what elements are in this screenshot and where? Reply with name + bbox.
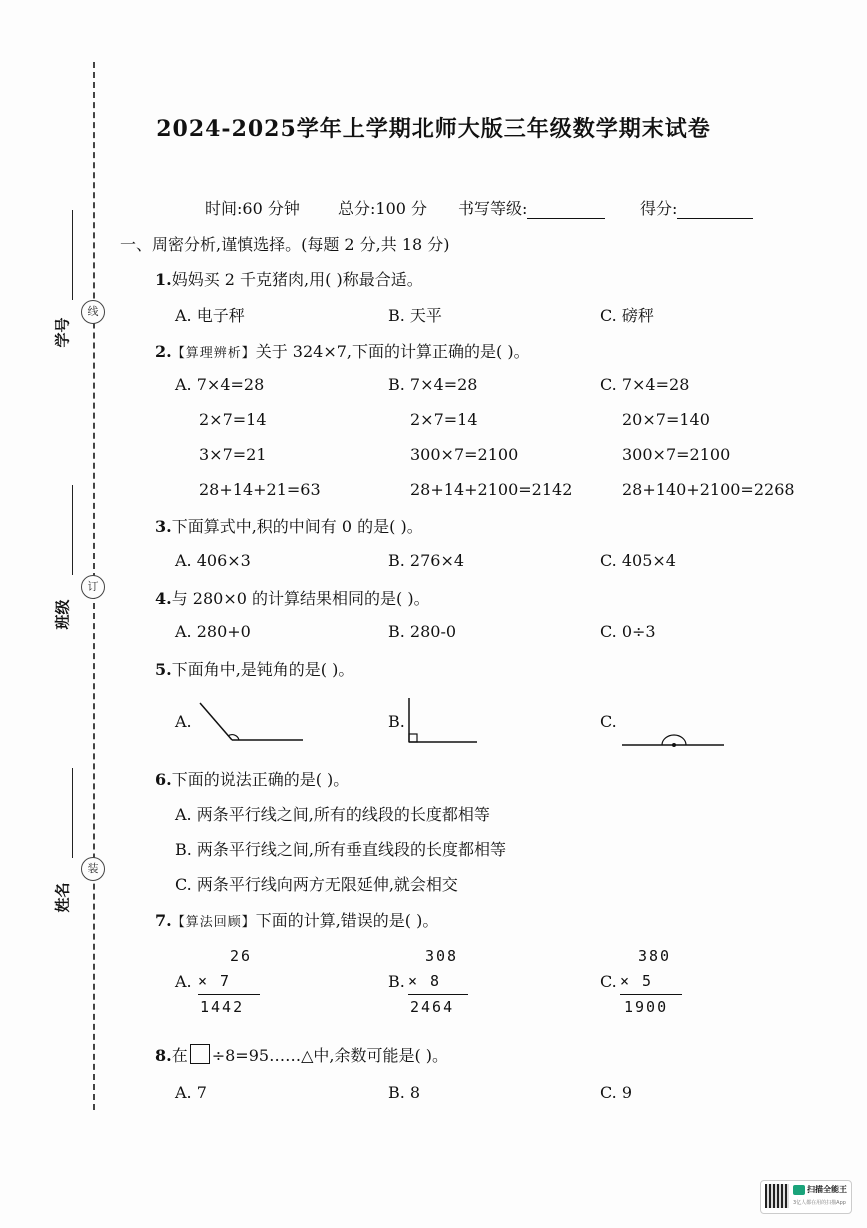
- question-text: 与 280×0 的计算结果相同的是( )。: [171, 589, 430, 608]
- q7-c-multiplier: × 5: [620, 972, 654, 990]
- student-id-line: [72, 210, 73, 300]
- qr-code-icon: [765, 1184, 789, 1208]
- obtuse-angle-figure: [195, 698, 307, 746]
- straight-angle-figure: [620, 730, 726, 750]
- q7-c-rule: [620, 994, 682, 995]
- scanner-title: 扫描全能王: [807, 1185, 847, 1194]
- question-3: [155, 514, 423, 537]
- question-tag: 【算法回顾】: [171, 915, 256, 930]
- q7-option-c[interactable]: C.: [600, 972, 617, 991]
- q7-a-multiplier: × 7: [198, 972, 232, 990]
- seal-circle-1: 线: [81, 300, 105, 324]
- time-info: 时间:60 分钟: [205, 199, 300, 218]
- question-tag: 【算理辨析】: [171, 346, 256, 361]
- question-4: [155, 586, 430, 609]
- question-8: [155, 1043, 448, 1066]
- q3-option-a[interactable]: A. 406×3: [175, 551, 251, 570]
- name-line: [72, 768, 73, 858]
- question-number: 8.: [155, 1046, 172, 1065]
- question-text: ÷8=95……△中,余数可能是( )。: [211, 1046, 449, 1065]
- question-prefix: 在: [171, 1046, 188, 1065]
- question-text: 妈妈买 2 千克猪肉,用( )称最合适。: [171, 270, 423, 289]
- class-label: 班级: [53, 599, 72, 630]
- q2-a-line-4: 28+14+21=63: [199, 480, 321, 499]
- q6-option-a[interactable]: A. 两条平行线之间,所有的线段的长度都相等: [175, 805, 490, 824]
- q1-option-b[interactable]: B. 天平: [388, 306, 442, 325]
- question-number: 7.: [155, 911, 172, 930]
- question-text: 关于 324×7,下面的计算正确的是( )。: [255, 342, 530, 361]
- q2-c-line-2: 20×7=140: [622, 410, 710, 429]
- section-heading: 一、周密分析,谨慎选择。(每题 2 分,共 18 分): [120, 235, 450, 254]
- score-field: [640, 196, 753, 219]
- q2-a-line-3: 3×7=21: [199, 445, 267, 464]
- q7-option-b[interactable]: B.: [388, 972, 405, 991]
- q2-b-line-2: 2×7=14: [410, 410, 478, 429]
- q7-option-a[interactable]: A.: [175, 972, 192, 991]
- q1-option-c[interactable]: C. 磅秤: [600, 306, 654, 325]
- writing-grade-blank[interactable]: [527, 200, 605, 219]
- question-6: [155, 767, 349, 790]
- class-line: [72, 485, 73, 575]
- q2-b-line-3: 300×7=2100: [410, 445, 519, 464]
- writing-grade: [458, 196, 605, 219]
- scanner-logo-icon: [793, 1185, 805, 1195]
- question-number: 6.: [155, 770, 172, 789]
- writing-grade-label: 书写等级:: [458, 199, 528, 218]
- q6-option-c[interactable]: C. 两条平行线向两方无限延伸,就会相交: [175, 875, 458, 894]
- q7-a-multiplicand: 26: [230, 947, 253, 965]
- blank-box[interactable]: [190, 1044, 210, 1064]
- score-label: 得分:: [640, 199, 678, 218]
- q7-b-rule: [408, 994, 468, 995]
- q1-option-a[interactable]: A. 电子秤: [175, 306, 245, 325]
- student-id-label: 学号: [53, 317, 72, 348]
- q8-option-a[interactable]: A. 7: [175, 1083, 207, 1102]
- name-label: 姓名: [53, 882, 72, 913]
- right-angle-figure: [404, 696, 480, 746]
- q2-option-c[interactable]: C. 7×4=28: [600, 375, 690, 394]
- q7-a-result: 1442: [200, 998, 245, 1016]
- q7-a-rule: [198, 994, 260, 995]
- seal-circle-2: 订: [81, 575, 105, 599]
- q2-c-line-3: 300×7=2100: [622, 445, 731, 464]
- score-blank[interactable]: [677, 200, 753, 219]
- seal-circle-3: 装: [81, 857, 105, 881]
- q4-option-a[interactable]: A. 280+0: [175, 622, 251, 641]
- question-7: [155, 908, 438, 931]
- question-text: 下面的计算,错误的是( )。: [255, 911, 439, 930]
- question-2: [155, 339, 530, 362]
- q7-b-result: 2464: [410, 998, 455, 1016]
- q5-option-c[interactable]: C.: [600, 712, 617, 731]
- q3-option-c[interactable]: C. 405×4: [600, 551, 676, 570]
- q2-c-line-4: 28+140+2100=2268: [622, 480, 795, 499]
- q2-b-line-4: 28+14+2100=2142: [410, 480, 573, 499]
- question-number: 5.: [155, 660, 172, 679]
- q6-option-b[interactable]: B. 两条平行线之间,所有垂直线段的长度都相等: [175, 840, 507, 859]
- q7-b-multiplier: × 8: [408, 972, 442, 990]
- q7-c-result: 1900: [624, 998, 669, 1016]
- q4-option-c[interactable]: C. 0÷3: [600, 622, 656, 641]
- question-text: 下面算式中,积的中间有 0 的是( )。: [171, 517, 423, 536]
- q8-option-b[interactable]: B. 8: [388, 1083, 421, 1102]
- question-number: 2.: [155, 342, 172, 361]
- question-number: 3.: [155, 517, 172, 536]
- question-number: 4.: [155, 589, 172, 608]
- q2-option-b[interactable]: B. 7×4=28: [388, 375, 478, 394]
- question-1: [155, 267, 423, 290]
- q4-option-b[interactable]: B. 280-0: [388, 622, 457, 641]
- q8-option-c[interactable]: C. 9: [600, 1083, 633, 1102]
- q2-a-line-2: 2×7=14: [199, 410, 267, 429]
- page-title: 2024-2025学年上学期北师大版三年级数学期末试卷: [156, 116, 711, 142]
- q7-c-multiplicand: 380: [638, 947, 672, 965]
- question-number: 1.: [155, 270, 172, 289]
- scanner-watermark: [760, 1180, 852, 1214]
- q5-option-b[interactable]: B.: [388, 712, 405, 731]
- question-text: 下面角中,是钝角的是( )。: [171, 660, 355, 679]
- q7-b-multiplicand: 308: [425, 947, 459, 965]
- q5-option-a[interactable]: A.: [175, 712, 192, 731]
- scanner-subtitle: 3亿人都在用的扫描App: [793, 1200, 846, 1206]
- question-text: 下面的说法正确的是( )。: [171, 770, 350, 789]
- question-5: [155, 657, 354, 680]
- total-info: 总分:100 分: [338, 199, 428, 218]
- q2-option-a[interactable]: A. 7×4=28: [175, 375, 265, 394]
- q3-option-b[interactable]: B. 276×4: [388, 551, 465, 570]
